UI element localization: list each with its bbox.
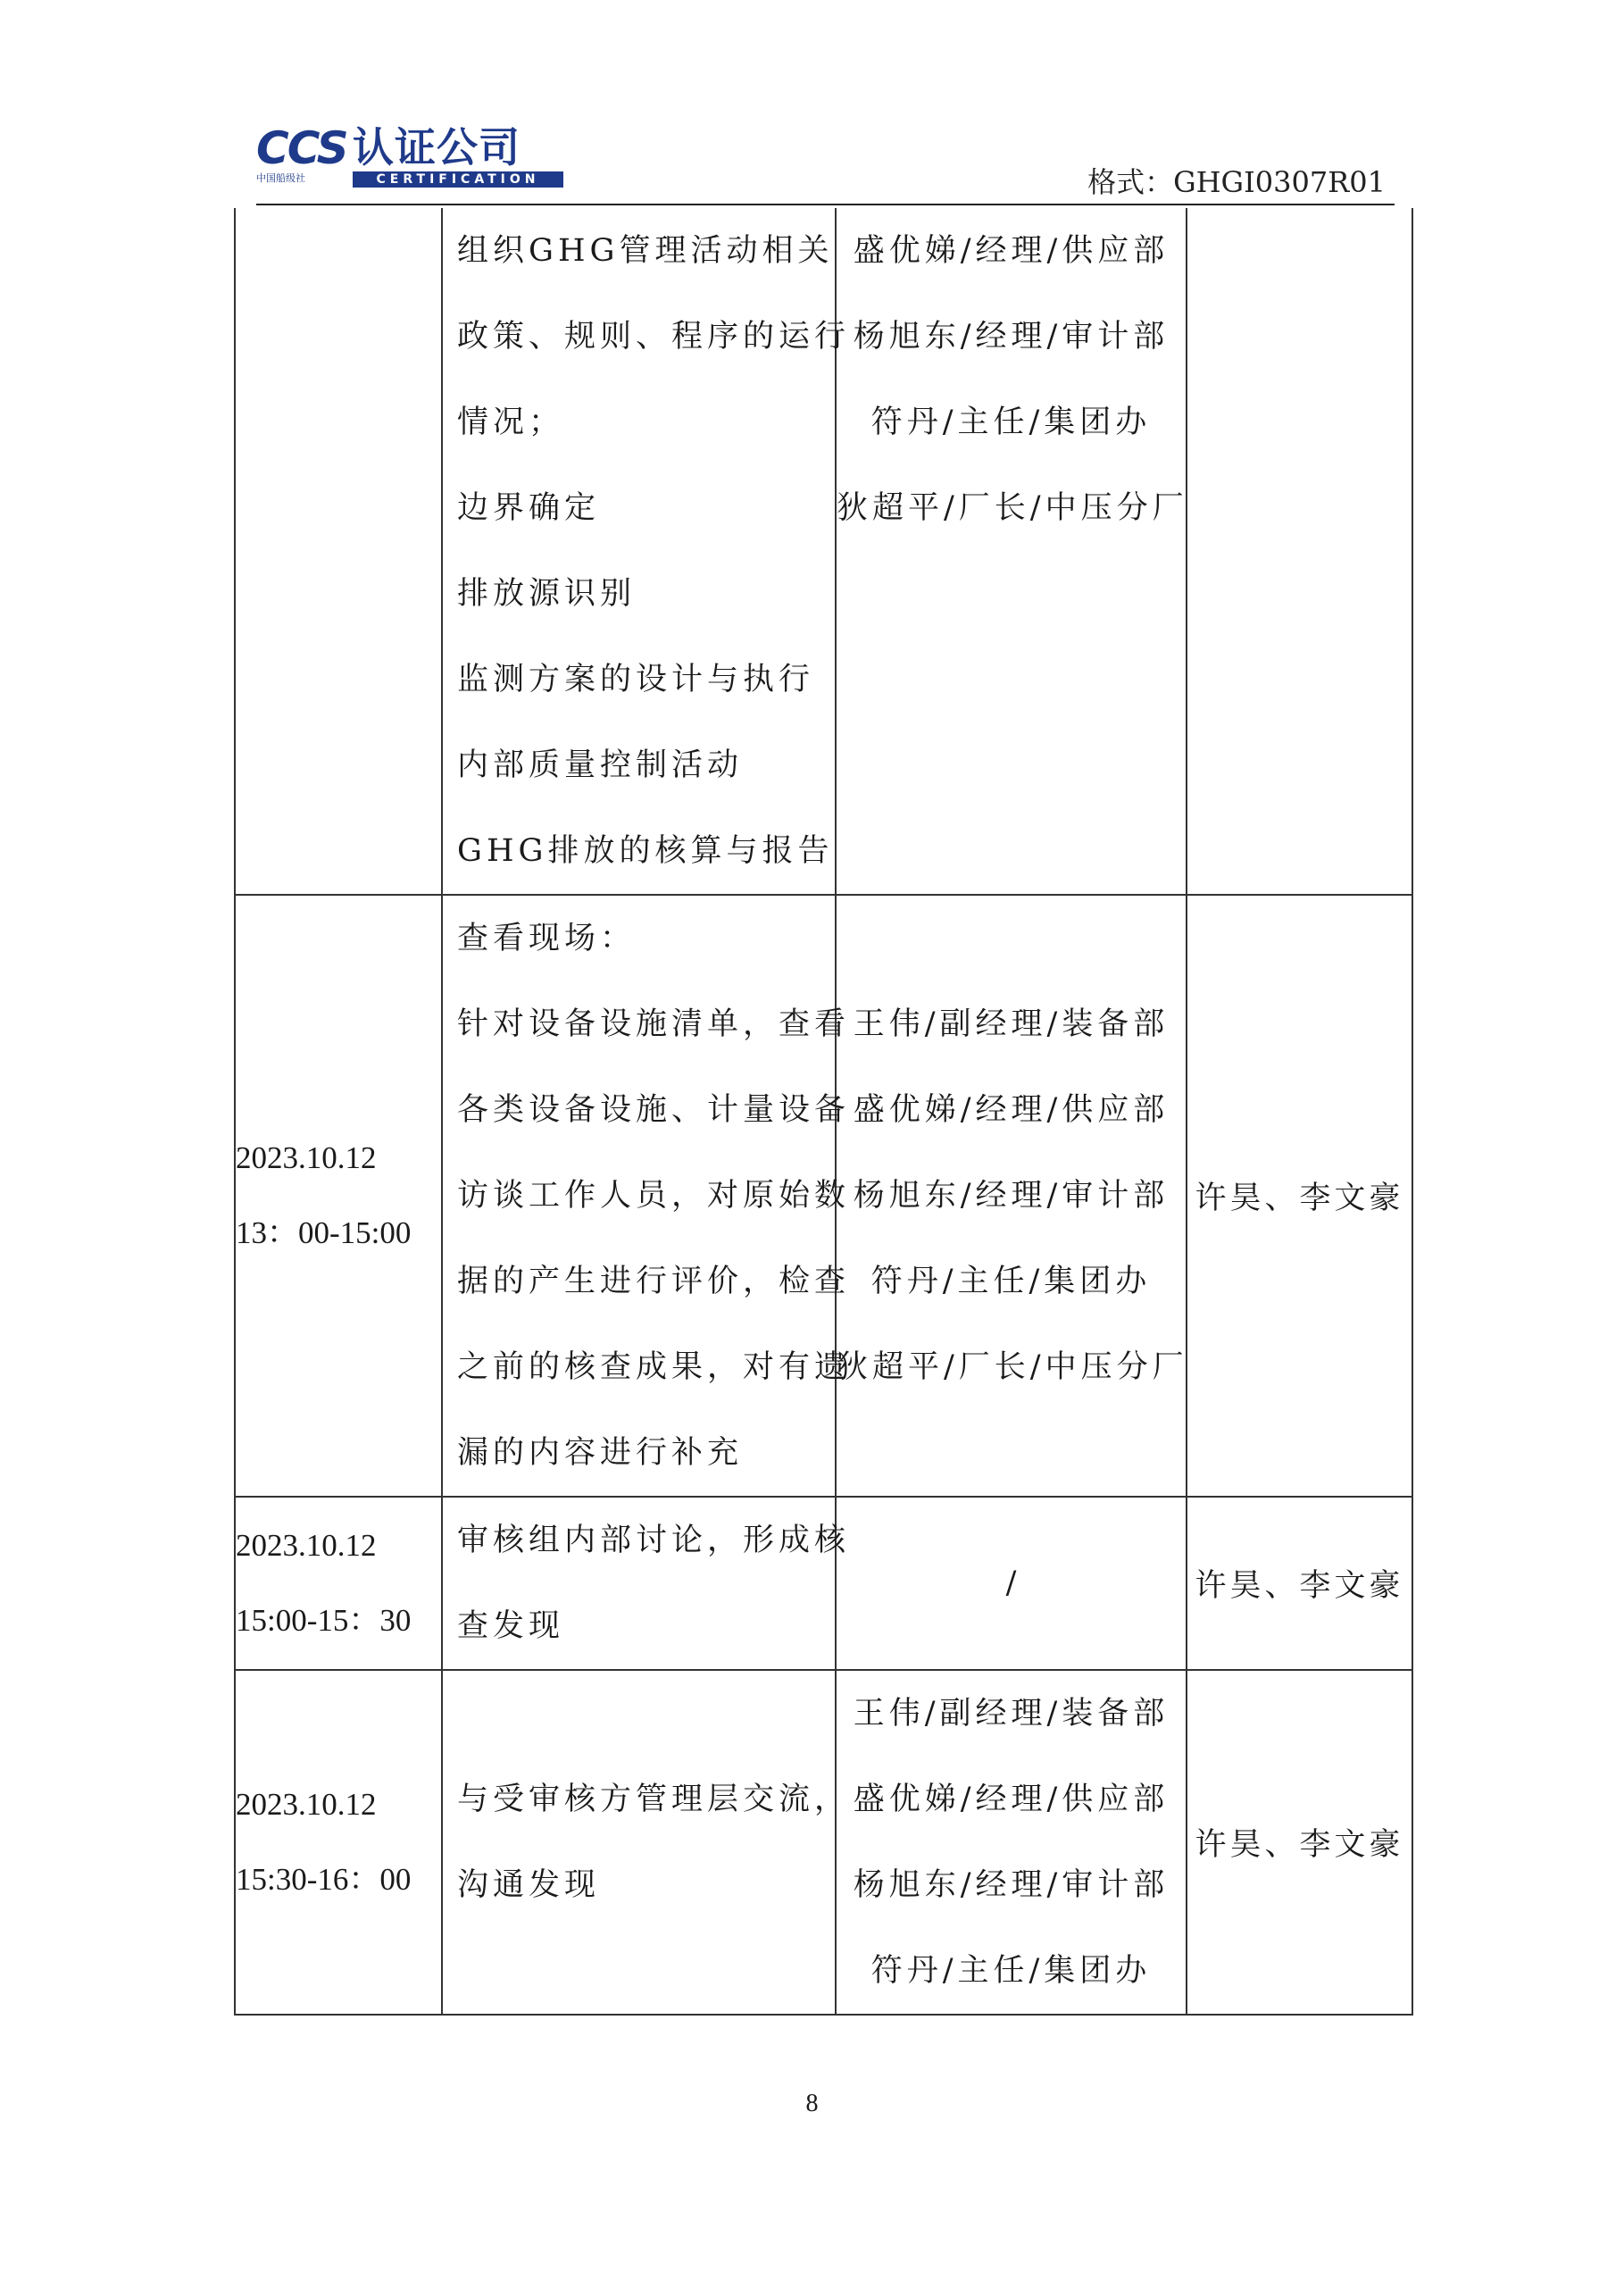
person-line: 王伟/副经理/装备部 [853,1696,1170,1732]
activity-line: 各类设备设施、计量设备 [457,1092,851,1128]
time-cell [235,208,442,895]
persons-cell [836,895,1187,1497]
activity-line: 审核组内部讨论，形成核 [457,1523,851,1558]
activity-cell [442,208,851,895]
activity-line: 监测方案的设计与执行 [457,662,815,697]
header-rule [256,204,1395,205]
person-line: 王伟/副经理/装备部 [853,1006,1170,1042]
format-code: 格式：GHGI0307R01 [1087,165,1386,199]
table-row [235,895,1412,1497]
person-line: 符丹/主任/集团办 [870,1953,1152,1989]
activity-cell [442,1497,851,1670]
time-date: 2023.10.12 [236,1528,377,1563]
logo-ccs-text: CCS [256,122,347,174]
person-line: 盛优娣/经理/供应部 [853,1092,1170,1128]
logo-certification-bar: CERTIFICATION [353,171,563,188]
activity-line: 之前的核查成果，对有遗 [457,1349,851,1385]
table-row [235,208,1412,895]
person-line: 狄超平/厂长/中压分厂 [837,1349,1188,1385]
activity-line: 情况； [457,405,565,440]
activity-line: 访谈工作人员，对原始数 [457,1178,851,1214]
activity-line: 组织GHG管理活动相关 [457,233,834,269]
time-cell [235,895,442,1497]
table-row [235,1670,1412,2015]
person-line: 杨旭东/经理/审计部 [853,1178,1170,1214]
activity-line: GHG排放的核算与报告 [457,833,834,869]
activity-line: 据的产生进行评价，检查 [457,1264,851,1299]
person-line: 符丹/主任/集团办 [870,1264,1152,1299]
activity-line: 政策、规则、程序的运行 [457,319,851,355]
auditors-cell: 许昊、李文豪 [1187,1670,1412,2015]
activity-line: 查看现场： [457,921,637,956]
auditors-cell: 许昊、李文豪 [1187,895,1412,1497]
activity-line: 与受审核方管理层交流， [457,1782,851,1817]
activity-line: 内部质量控制活动 [457,747,744,783]
table-row [235,1497,1412,1670]
page-header [256,122,1395,207]
logo-company-name: 认证公司 [353,123,521,171]
auditors-cell [1187,208,1412,895]
persons-cell [836,1670,1187,2015]
time-cell [235,1670,442,2015]
activity-line: 针对设备设施清单，查看 [457,1006,851,1042]
activity-cell [442,895,851,1497]
activity-line: 查发现 [457,1608,565,1644]
person-line: 狄超平/厂长/中压分厂 [837,490,1188,526]
time-range: 13：00-15:00 [236,1215,412,1250]
time-date: 2023.10.12 [236,1787,377,1822]
person-line: 杨旭东/经理/审计部 [853,319,1170,355]
activity-line: 边界确定 [457,490,601,526]
person-line: 杨旭东/经理/审计部 [853,1867,1170,1903]
time-range: 15:00-15：30 [236,1603,412,1638]
auditors-cell: 许昊、李文豪 [1187,1497,1412,1670]
activity-line: 沟通发现 [457,1867,601,1903]
activity-line: 排放源识别 [457,576,637,612]
person-line: 盛优娣/经理/供应部 [853,1782,1170,1817]
time-date: 2023.10.12 [236,1140,377,1175]
person-line: 盛优娣/经理/供应部 [853,233,1170,269]
activity-cell [442,1670,851,2015]
schedule-table [234,208,1413,2016]
time-range: 15:30-16：00 [236,1862,412,1897]
ccs-logo [256,122,578,192]
page-number: 8 [805,2090,819,2117]
logo-subtitle: 中国船级社 [256,172,305,184]
person-line: 符丹/主任/集团办 [870,405,1152,440]
time-cell [235,1497,442,1670]
persons-cell [836,208,1187,895]
persons-cell: / [836,1497,1187,1670]
activity-line: 漏的内容进行补充 [457,1435,744,1471]
